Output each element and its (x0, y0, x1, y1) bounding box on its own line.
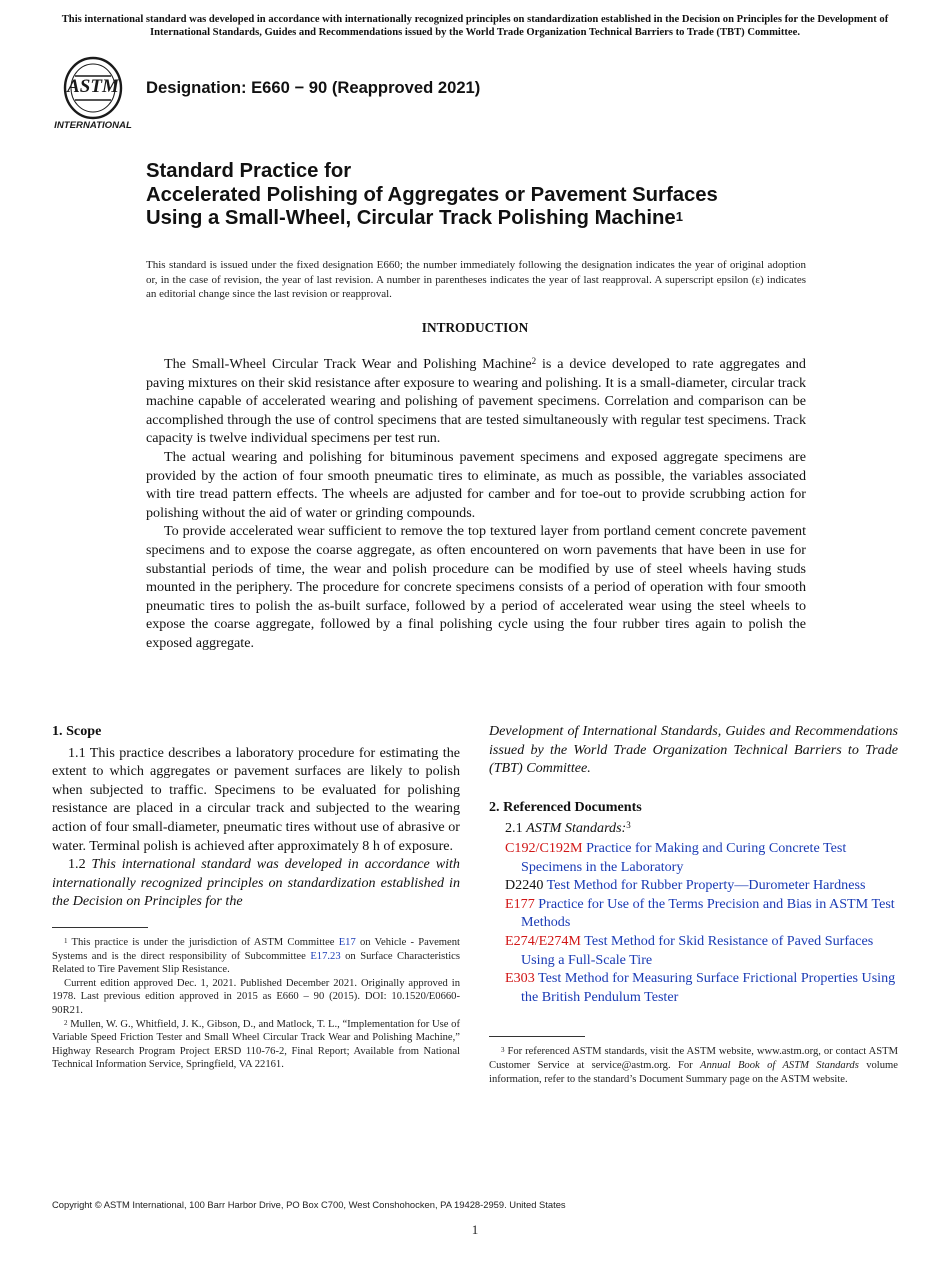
document-title (146, 160, 846, 231)
scope-1-2-continuation: Development of International Standards, Guides and Recommendations issued by the World Trade Organization Technical Barriers to Trade (TBT) Committee. (489, 723, 898, 777)
issuance-note: This standard is issued under the fixed designation E660; the number immediately following the designation indicates the year of original adoption or, in the case of revision, the year of last revision. A number in parentheses indicates the year of last reapproval. A superscript epsilon (ε) indicates an editorial change since the last revision or reapproval. (146, 259, 806, 300)
reference-item (505, 876, 898, 895)
scope-1-2-number: 1.2 (68, 856, 86, 873)
designation: Designation: E660 − 90 (Reapproved 2021) (146, 78, 481, 97)
left-column (52, 722, 460, 1072)
scope-1-2-text: This international standard was developed in accordance with internationally recognized principles on standardization established in the Decision on Principles for the (52, 856, 460, 910)
footnote-2-mark: 2 (64, 1018, 68, 1027)
footnote-1-text-a: This practice is under the jurisdiction of ASTM Committee (71, 936, 339, 948)
footnote-1 (52, 936, 460, 977)
footnotes-right (489, 1045, 898, 1086)
standards-notice: This international standard was developed in accordance with internationally recognized principles on standardization established in the Decision on Principles for the Development of International Standards, Guides and Recommendations issued by the World Trade Organization Technical Barriers to Trade (TBT) Committee. (61, 14, 889, 38)
footnote-3-text-b: volume information, refer to the standard’s Document Summary page on the ASTM website. (489, 1059, 898, 1085)
intro-paragraph: To provide accelerated wear sufficient to remove the top textured layer from portland cement concrete pavement specimens and to expose the coarse aggregate, as often encountered on worn pavements that have been in use for substantial periods of time, the wear and polish procedure can be modified by use of steel wheels having studs mounted in the periphery. The procedure for concrete specimens consists of a period of operation with four smooth pneumatic tires to polish the as-built surface, followed by a period of accelerated wear using the steel wheels to expose the coarse aggregate, followed by a final polishing cycle using the four rubber tires again to polish the exposed aggregate. (146, 523, 806, 651)
reference-title-link[interactable]: Test Method for Measuring Surface Frictional Properties Using the British Pendulum Tester (521, 970, 896, 1005)
introduction-heading: INTRODUCTION (421, 320, 529, 335)
title-line-1: Standard Practice for (146, 160, 352, 182)
copyright-notice: Copyright © ASTM International, 100 Barr Harbor Drive, PO Box C700, West Conshohocken, PA 19428-2959. United States (52, 1199, 566, 1210)
referenced-standards-list (489, 839, 898, 1006)
introduction-body (146, 355, 806, 653)
footnote-2 (52, 1018, 460, 1072)
footnote-divider (52, 927, 148, 928)
reference-code-link[interactable]: E274/E274M (505, 932, 581, 949)
reference-item (505, 969, 898, 1006)
reference-code: D2240 (505, 877, 544, 894)
reference-title-link[interactable]: Practice for Making and Curing Concrete Test Specimens in the Laboratory (521, 839, 847, 875)
reference-item (505, 932, 898, 969)
title-footnote-mark: 1 (675, 209, 683, 224)
footnote-3-text-a: For referenced ASTM standards, visit the ASTM website, www.astm.org, or contact ASTM Customer Service at service@astm.org. For (489, 1046, 899, 1071)
footnote-1-text-b: on Vehicle - Pavement Systems and is the direct responsibility of Subcommittee (52, 936, 460, 962)
page-number: 1 (471, 1222, 479, 1237)
intro-paragraph: The actual wearing and polishing for bituminous pavement specimens and exposed aggregate specimens are provided by the action of four smooth pneumatic tires to eliminate, as much as possible, the variables associated with tire tread pattern effects. The wheels are adjusted for camber and for toe-out to provide scrubbing action for polishing without the aid of water or grinding compounds. (146, 448, 806, 521)
footnote-1-text-c: on Surface Characteristics Related to Tire Pavement Slip Resistance. (52, 950, 460, 976)
footnote-1-mark: 1 (64, 936, 68, 945)
intro-p1-after: is a device developed to rate aggregates and paving mixtures on their skid resistance after exposure to wearing and polishing. It is a small-diameter, circular track machine capable of accelerated wearing and polishing of pavement specimens. Correlation and comparison can be accomplished through the use of control specimens that are tested simultaneously with regular test specimens. Track capacity is twelve individual specimens per test run. (146, 356, 806, 447)
reference-code-link[interactable]: C192/C192M (505, 839, 583, 856)
right-column (489, 722, 898, 1086)
reference-title-link[interactable]: Test Method for Skid Resistance of Paved Surfaces Using a Full-Scale Tire (521, 932, 874, 968)
footnote-1-edition: Current edition approved Dec. 1, 2021. Published December 2021. Originally approved in 1978. Last previous edition approved in 2015 as E660 – 90 (2015). DOI: 10.1520/E0660-90R21. (52, 977, 460, 1016)
subcommittee-e17-23-link[interactable]: E17.23 (310, 950, 341, 962)
reference-code-link[interactable]: E177 (505, 895, 535, 912)
intro-paragraph (146, 355, 806, 448)
committee-e17-link[interactable]: E17 (338, 936, 356, 948)
scope-paragraph-1-2 (52, 855, 460, 911)
reference-item (505, 895, 898, 932)
subheading-footnote-mark: 3 (626, 820, 631, 831)
footnotes-left (52, 936, 460, 1072)
title-line-3 (146, 207, 846, 231)
reference-code-link[interactable]: E303 (505, 970, 535, 987)
title-line-2: Accelerated Polishing of Aggregates or Pavement Surfaces (146, 183, 718, 206)
reference-title-link[interactable]: Test Method for Rubber Property—Durometer Hardness (546, 877, 866, 894)
reference-item (505, 839, 898, 876)
intro-footnote-mark: 2 (531, 356, 537, 366)
footnote-3-mark: 3 (501, 1046, 505, 1055)
logo-subtext: INTERNATIONAL (54, 120, 132, 131)
intro-p1-before: The Small-Wheel Circular Track Wear and Polishing Machine (164, 356, 532, 372)
logo-mark-text: ASTM (67, 76, 119, 97)
reference-title-link[interactable]: Practice for Use of the Terms Precision and Bias in ASTM Test Methods (521, 895, 895, 931)
title-line-3-text: Using a Small-Wheel, Circular Track Polishing Machine (146, 207, 676, 229)
scope-paragraph-1-1: 1.1 This practice describes a laboratory procedure for estimating the extent to which aggregates or pavement surfaces are likely to polish when subjected to traffic. Specimens to be evaluated for polishing resistance are placed in a circular track and subjected to the wearing action of four small-diameter, pneumatic tires without use of abrasive or water. Terminal polish is achieved after approximately 8 h of exposure. (52, 744, 460, 854)
astm-logo (52, 56, 134, 132)
referenced-documents-heading: 2. Referenced Documents (489, 798, 642, 815)
footnote-3 (489, 1045, 898, 1086)
scope-heading: 1. Scope (52, 723, 102, 739)
subheading-text: ASTM Standards: (526, 820, 627, 837)
astm-logo-graphic (52, 56, 134, 132)
subheading-number: 2.1 (505, 820, 523, 837)
footnote-2-text: Mullen, W. G., Whitfield, J. K., Gibson, D., and Matlock, T. L., “Implementation for Use of Variable Speed Friction Tester and Small Wheel Circular Track Wear and Polishing Machine,” Highway Research Program Project ERSD 110-76-2, Final Report; Available from National Technical Information Service, Springfield, VA 22161. (52, 1018, 460, 1071)
astm-standards-subheading (505, 819, 898, 838)
footnote-3-italic: Annual Book of ASTM Standards (700, 1059, 859, 1071)
footnote-divider (489, 1036, 585, 1037)
